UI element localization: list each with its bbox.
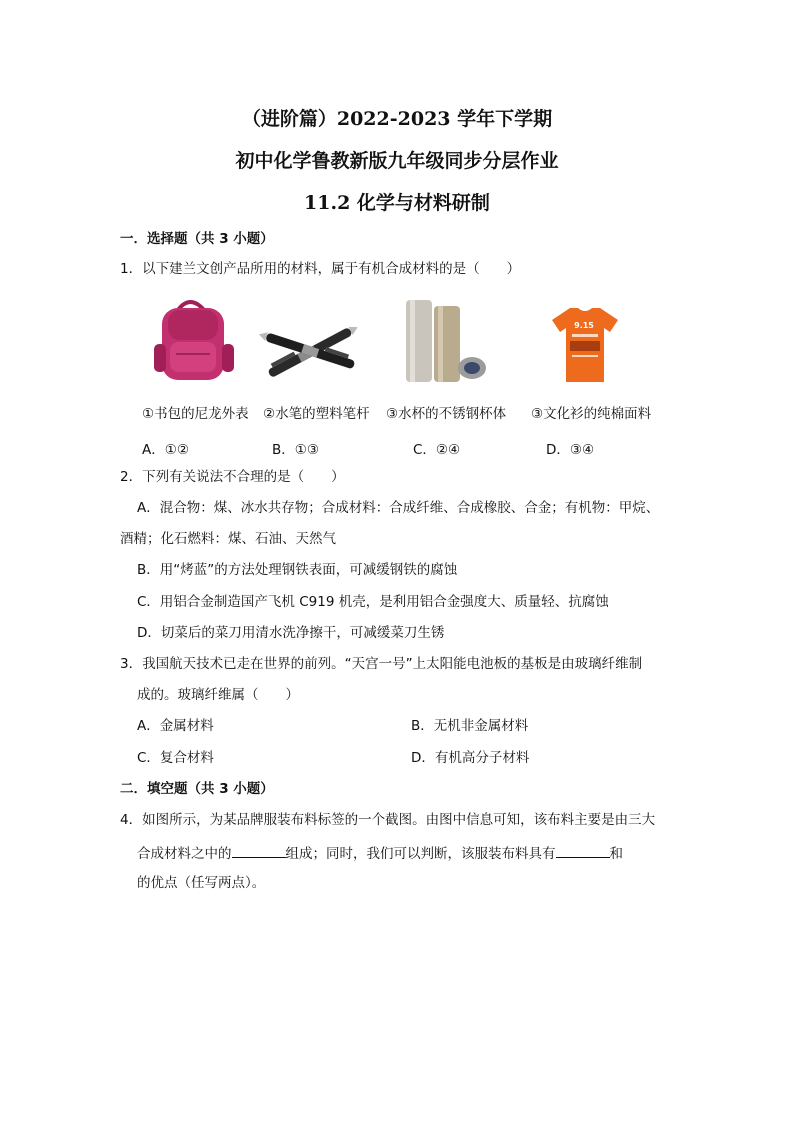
q1-stem: 1．以下建兰文创产品所用的材料，属于有机合成材料的是（ ）	[120, 261, 521, 277]
q1-caption-4: ③文化衫的纯棉面料	[531, 406, 652, 422]
tshirt-print-line	[572, 355, 598, 357]
q2-option-c: C．用铝合金制造国产飞机 C919 机壳，是利用铝合金强度大、质量轻、抗腐蚀	[137, 594, 609, 610]
q4-line2-part3: 和	[609, 846, 623, 862]
q1-option-b: B．①③	[272, 442, 319, 458]
tshirt-print-line	[572, 334, 598, 337]
doc-title-line1: （进阶篇）2022-2023 学年下学期	[241, 108, 553, 130]
thermos-cup-left	[406, 300, 432, 382]
q3-stem-line2: 成的。玻璃纤维属（ ）	[137, 687, 299, 703]
pens-image	[258, 312, 366, 390]
q1-option-a: A．①②	[142, 442, 189, 458]
q4-line2-part1: 合成材料之中的	[137, 846, 232, 862]
q3-option-a: A．金属材料	[137, 718, 214, 734]
thermos-cup-right	[434, 306, 460, 382]
q4-blank-1[interactable]	[232, 843, 286, 858]
backpack-side-pocket	[222, 344, 234, 372]
doc-title-line2: 初中化学鲁教新版九年级同步分层作业	[235, 150, 559, 172]
q2-option-b: B．用“烤蓝”的方法处理钢铁表面，可减缓钢铁的腐蚀	[137, 562, 458, 578]
q4-line3: 的优点（任写两点）。	[137, 875, 266, 891]
doc-title-line3: 11.2 化学与材料研制	[304, 192, 490, 214]
q2-option-a-line1: A．混合物：煤、冰水共存物；合成材料：合成纤维、合成橡胶、合金；有机物：甲烷、	[137, 500, 660, 516]
q1-caption-2: ②水笔的塑料笔杆	[263, 406, 370, 422]
q3-option-c: C．复合材料	[137, 750, 214, 766]
backpack-flap	[168, 310, 218, 340]
q3-option-b: B．无机非金属材料	[411, 718, 529, 734]
q3-stem-line1: 3．我国航天技术已走在世界的前列。“天宫一号”上太阳能电池板的基板是由玻璃纤维制	[120, 656, 643, 672]
q2-option-a-line2: 酒精；化石燃料：煤、石油、天然气	[120, 531, 336, 547]
section2-title: 二．填空题（共 3 小题）	[120, 781, 274, 797]
q4-line2-part2: 组成；同时，我们可以判断，该服装布料具有	[285, 846, 556, 862]
q4-blank-2[interactable]	[556, 843, 610, 858]
backpack-pocket	[170, 342, 216, 372]
tshirt-print-number: 9.15	[574, 321, 594, 330]
q1-option-c: C．②④	[413, 442, 461, 458]
tshirt-print-photo	[570, 341, 600, 351]
section1-title: 一．选择题（共 3 小题）	[120, 231, 274, 247]
q4-line1: 4．如图所示，为某品牌服装布料标签的一个截图。由图中信息可知，该布料主要是由三大	[120, 812, 656, 828]
q1-option-d: D．③④	[546, 442, 595, 458]
backpack-side-pocket	[154, 344, 166, 372]
q4-line2	[137, 843, 623, 863]
q2-option-d: D．切菜后的菜刀用清水洗净擦干，可减缓菜刀生锈	[137, 625, 445, 641]
q2-stem: 2．下列有关说法不合理的是（ ）	[120, 469, 345, 485]
thermos-image	[398, 296, 490, 386]
q3-option-d: D．有机高分子材料	[411, 750, 530, 766]
backpack-image	[140, 292, 242, 388]
q1-caption-1: ①书包的尼龙外表	[142, 406, 249, 422]
tshirt-image	[550, 304, 620, 384]
q1-caption-3: ③水杯的不锈钢杯体	[386, 406, 507, 422]
